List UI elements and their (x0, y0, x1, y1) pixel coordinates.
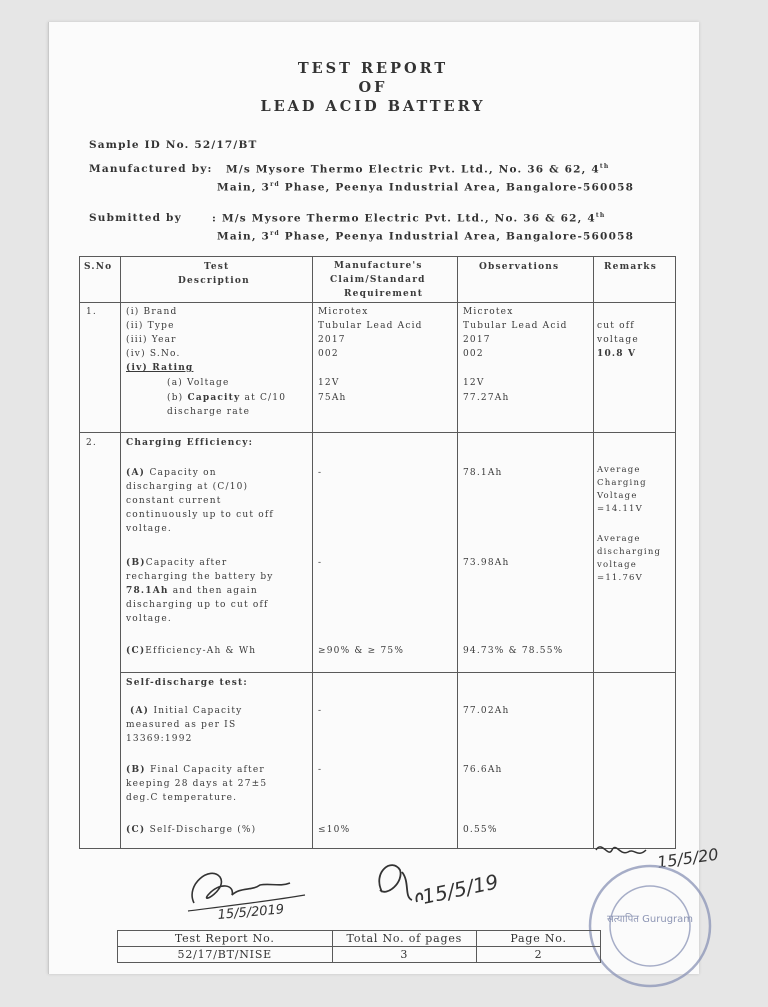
row1-desc-year: (iii) Year (126, 335, 177, 345)
header-description: Description (178, 276, 250, 286)
header-observations: Observations (479, 262, 560, 272)
row1-remarks-1: cut off (597, 321, 635, 331)
row3b-line1: (B) Final Capacity after (126, 765, 265, 775)
row2b-obs: 73.98Ah (463, 558, 510, 568)
row3a-claim: - (318, 706, 323, 716)
stamp-text: सत्यापित Gurugram (606, 914, 694, 925)
row1-obs-sno: 002 (463, 349, 484, 359)
row2b-remark-4: =11.76V (597, 573, 643, 583)
signature-1-date: 15/5/2019 (217, 902, 285, 923)
row2c-obs: 94.73% & 78.55% (463, 646, 564, 656)
row2-heading: Charging Efficiency: (126, 438, 254, 448)
row2b-line4: discharging up to cut off (126, 600, 269, 610)
row2b-line2: recharging the battery by (126, 572, 274, 582)
row2c-text: (C)Efficiency-Ah & Wh (126, 646, 257, 656)
footer-total-pages: 3 (332, 947, 477, 963)
row1-claim-sno: 002 (318, 349, 339, 359)
report-title-line3: LEAD ACID BATTERY (260, 98, 486, 115)
row2a-obs: 78.1Ah (463, 468, 503, 478)
row1-remarks-2: voltage (597, 335, 639, 345)
row2a-remark-1: Average (597, 465, 641, 475)
header-claim-3: Requirement (344, 289, 424, 299)
row1-claim-year: 2017 (318, 335, 346, 345)
row3c-text: (C) Self-Discharge (%) (126, 825, 257, 835)
row3-heading: Self-discharge test: (126, 678, 248, 688)
row1-desc-brand: (i) Brand (126, 307, 178, 317)
row2b-remark-3: voltage (597, 560, 637, 570)
row1-capacity: (b) Capacity at C/10 (167, 393, 287, 403)
row3c-claim: ≤10% (318, 825, 351, 835)
header-claim-2: Claim/Standard (330, 275, 426, 285)
row1-desc-type: (ii) Type (126, 321, 175, 331)
header-claim-1: Manufacture's (334, 261, 423, 271)
row1-obs-capacity: 77.27Ah (463, 393, 510, 403)
sample-id: Sample ID No. 52/17/BT (89, 139, 258, 151)
row2b-remark-2: discharging (597, 547, 662, 557)
row1-desc-sno: (iv) S.No. (126, 349, 181, 359)
row1-desc-rating: (iv) Rating (126, 363, 194, 373)
row3a-line2: measured as per IS (126, 720, 237, 730)
row2a-claim: - (318, 468, 323, 478)
submitter-line2: Main, 3rd Phase, Peenya Industrial Area, Bangalore-560058 (217, 230, 635, 243)
row2b-remark-1: Average (597, 534, 641, 544)
signature-2 (362, 852, 522, 922)
manufacturer-line2: Main, 3rd Phase, Peenya Industrial Area, Bangalore-560058 (217, 181, 635, 194)
row2b-line1: (B)Capacity after (126, 558, 228, 568)
row3b-line2: keeping 28 days at 27±5 (126, 779, 268, 789)
submitter-line1: : M/s Mysore Thermo Electric Pvt. Ltd., No. 36 & 62, 4th (212, 212, 606, 225)
row3c-obs: 0.55% (463, 825, 498, 835)
row2a-remark-2: Charging (597, 478, 647, 488)
header-sno: S.No (84, 262, 113, 272)
row3b-claim: - (318, 765, 323, 775)
row1-obs-voltage: 12V (463, 378, 485, 388)
footer-report-no-header: Test Report No. (118, 931, 333, 947)
manufacturer-line1: M/s Mysore Thermo Electric Pvt. Ltd., No. 36 & 62, 4th (226, 163, 610, 176)
row3b-obs: 76.6Ah (463, 765, 503, 775)
row2a-line3: constant current (126, 496, 222, 506)
row1-obs-year: 2017 (463, 335, 491, 345)
row3a-line3: 13369:1992 (126, 734, 193, 744)
row1-obs-type: Tubular Lead Acid (463, 321, 568, 331)
footer-report-no: 52/17/BT/NISE (118, 947, 333, 963)
row2-sno: 2. (86, 438, 97, 448)
row1-remarks-cutoff: 10.8 V (597, 349, 637, 359)
row2a-line2: discharging at (C/10) (126, 482, 249, 492)
row1-obs-brand: Microtex (463, 307, 514, 317)
official-stamp (586, 860, 716, 995)
row2a-remark-3: Voltage (597, 491, 638, 501)
row2a-remark-4: =14.11V (597, 504, 643, 514)
row3b-line3: deg.C temperature. (126, 793, 238, 803)
row1-claim-brand: Microtex (318, 307, 369, 317)
row1-sno: 1. (86, 307, 97, 317)
row3a-line1: (A) Initial Capacity (130, 706, 243, 716)
signature-2-date: 15/5/19 (420, 869, 501, 909)
header-remarks: Remarks (604, 262, 658, 272)
signature-1 (180, 855, 320, 925)
row2a-line5: voltage. (126, 524, 172, 534)
row2c-claim: ≥90% & ≥ 75% (318, 646, 405, 656)
row2a-line1: (A) Capacity on (126, 468, 217, 478)
footer-table (117, 930, 601, 963)
footer-page-no-header: Page No. (477, 931, 601, 947)
signature-3-date: 15/5/20 (655, 844, 720, 872)
row1-claim-type: Tubular Lead Acid (318, 321, 423, 331)
row2a-line4: continuously up to cut off (126, 510, 274, 520)
footer-total-pages-header: Total No. of pages (332, 931, 477, 947)
row1-claim-voltage: 12V (318, 378, 340, 388)
footer-page-no: 2 (477, 947, 601, 963)
row2b-claim: - (318, 558, 323, 568)
row1-discharge-rate: discharge rate (167, 407, 251, 417)
manufacturer-label: Manufactured by: (89, 163, 213, 175)
header-test: Test (204, 262, 230, 272)
row1-claim-capacity: 75Ah (318, 393, 347, 403)
row2b-line3: 78.1Ah and then again (126, 586, 258, 596)
row2b-line5: voltage. (126, 614, 172, 624)
row3a-obs: 77.02Ah (463, 706, 510, 716)
report-title-line1: TEST REPORT (297, 60, 449, 77)
report-title-line2: OF (358, 79, 388, 96)
row1-voltage: (a) Voltage (167, 378, 230, 388)
submitter-label: Submitted by (89, 212, 182, 224)
